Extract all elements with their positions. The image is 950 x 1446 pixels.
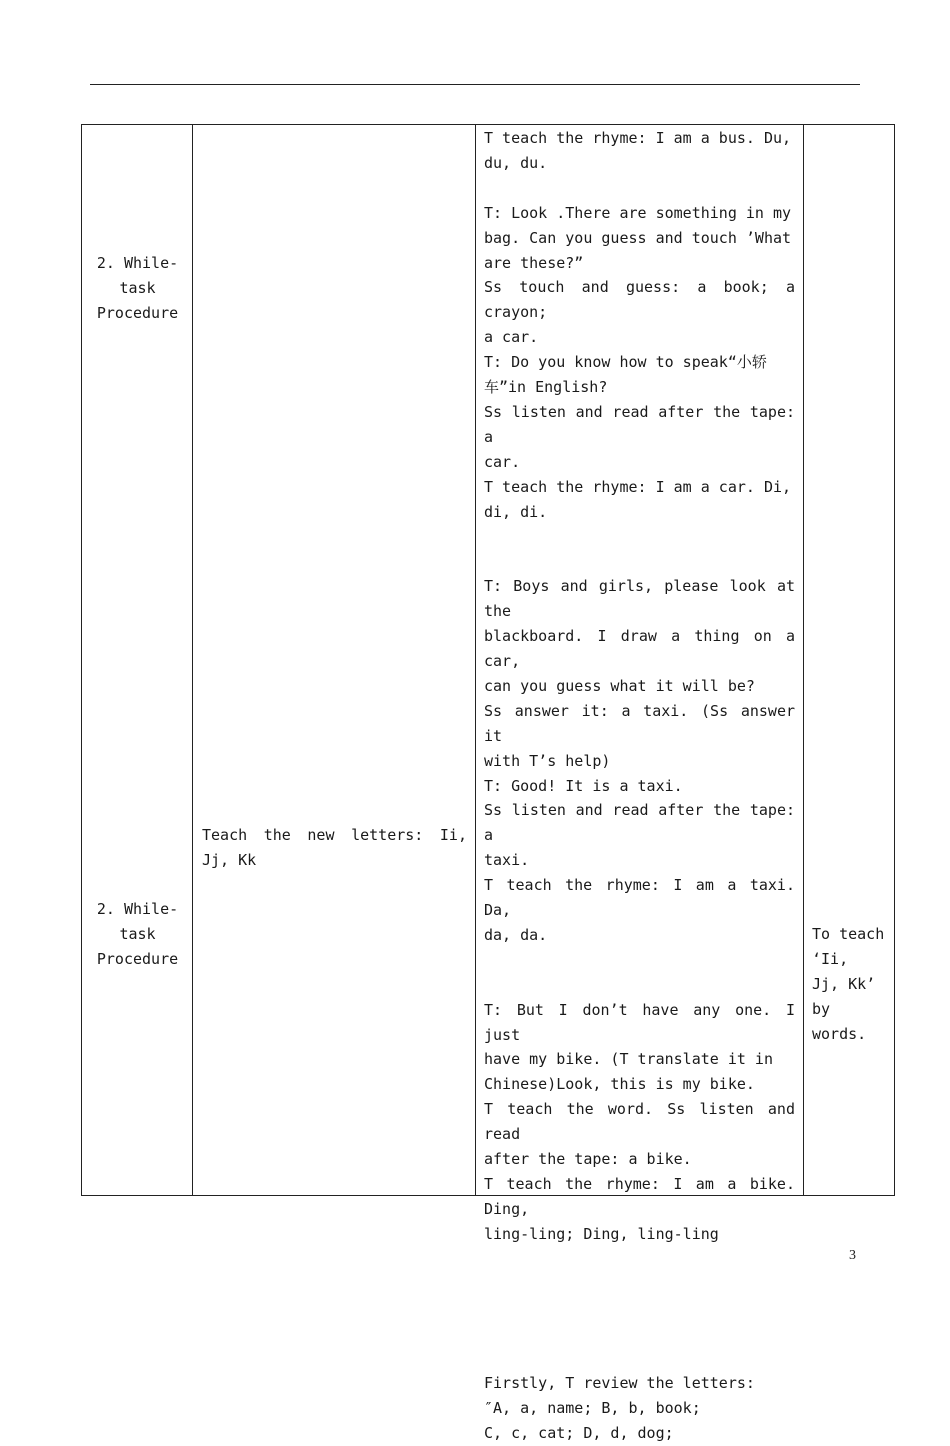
procedure-line: taxi. bbox=[484, 851, 530, 870]
procedure-line: with T’s help) bbox=[484, 751, 611, 770]
procedure-line: Ss answer it: a taxi. (Ss answer it bbox=[484, 701, 795, 745]
procedure-line: C, c, cat; D, d, dog; bbox=[484, 1423, 674, 1442]
procedure-line bbox=[484, 176, 795, 201]
header-rule bbox=[90, 84, 860, 85]
procedure-line bbox=[484, 524, 795, 549]
purpose-line: Jj, Kk’ bbox=[812, 974, 876, 993]
stage-label-1: 2. While- task Procedure bbox=[96, 254, 179, 322]
procedure-line: T: Boys and girls, please look at the bbox=[484, 577, 795, 621]
procedure-line: after the tape: a bike. bbox=[484, 1150, 692, 1169]
procedure-text bbox=[484, 126, 795, 1446]
procedure-line bbox=[484, 973, 795, 998]
purpose-text bbox=[812, 922, 888, 1047]
procedure-line: T: Good! It is a taxi. bbox=[484, 776, 683, 795]
procedure-line: 车”in English? bbox=[484, 378, 608, 397]
procedure-line: a car. bbox=[484, 328, 539, 347]
procedure-line: da, da. bbox=[484, 925, 548, 944]
procedure-line bbox=[484, 1346, 795, 1371]
table-row bbox=[82, 125, 895, 1196]
procedure-line: du, du. bbox=[484, 153, 548, 172]
procedure-line: blackboard. I draw a thing on a car, bbox=[484, 627, 795, 670]
purpose-line: words. bbox=[812, 1024, 867, 1043]
stage-label-2: 2. While- task Procedure bbox=[96, 900, 179, 968]
procedure-line: T teach the word. Ss listen and read bbox=[484, 1100, 795, 1144]
procedure-line bbox=[484, 1247, 795, 1272]
purpose-line: ‘Ii, bbox=[812, 949, 849, 968]
procedure-line bbox=[484, 1272, 795, 1297]
procedure-line: T: Do you know how to speak“小轿 bbox=[484, 353, 767, 372]
stage-cell bbox=[82, 125, 193, 1196]
content-cell bbox=[193, 125, 476, 1196]
procedure-line: ″A, a, name; B, b, book; bbox=[484, 1399, 701, 1418]
procedure-line: T: Look .There are something in my bbox=[484, 203, 792, 222]
procedure-line: di, di. bbox=[484, 502, 548, 521]
procedure-line: bag. Can you guess and touch ’What bbox=[484, 228, 792, 247]
procedure-line: ling-ling; Ding, ling-ling bbox=[484, 1224, 719, 1243]
procedure-line bbox=[484, 948, 795, 973]
purpose-line: To teach bbox=[812, 925, 885, 943]
procedure-line bbox=[484, 549, 795, 574]
procedure-line: T teach the rhyme: I am a bus. Du, bbox=[484, 129, 792, 147]
purpose-line: by bbox=[812, 999, 831, 1018]
procedure-line: T: But I don’t have any one. I just bbox=[484, 1000, 795, 1044]
content-text: Teach the new letters: Ii, Jj, Kk bbox=[202, 826, 467, 869]
lesson-plan-table bbox=[81, 124, 895, 1442]
procedure-line bbox=[484, 1321, 795, 1346]
procedure-line: Ss listen and read after the tape: a bbox=[484, 801, 795, 845]
procedure-line: car. bbox=[484, 452, 521, 471]
procedure-line: Ss touch and guess: a book; a crayon; bbox=[484, 278, 795, 322]
purpose-cell bbox=[804, 125, 895, 1196]
procedure-line bbox=[484, 1296, 795, 1321]
procedure-line: Firstly, T review the letters: bbox=[484, 1374, 755, 1393]
procedure-line: T teach the rhyme: I am a car. Di, bbox=[484, 477, 792, 496]
procedure-line: can you guess what it will be? bbox=[484, 676, 755, 695]
procedure-line: Chinese)Look, this is my bike. bbox=[484, 1075, 755, 1094]
procedure-line: Ss listen and read after the tape: a bbox=[484, 402, 795, 446]
procedure-line: T teach the rhyme: I am a taxi. Da, bbox=[484, 876, 795, 920]
procedure-line: have my bike. (T translate it in bbox=[484, 1050, 773, 1069]
page-number: 3 bbox=[849, 1248, 856, 1263]
procedure-line: T teach the rhyme: I am a bike. Ding, bbox=[484, 1174, 795, 1218]
procedure-cell bbox=[476, 125, 804, 1442]
procedure-line: are these?” bbox=[484, 253, 584, 272]
